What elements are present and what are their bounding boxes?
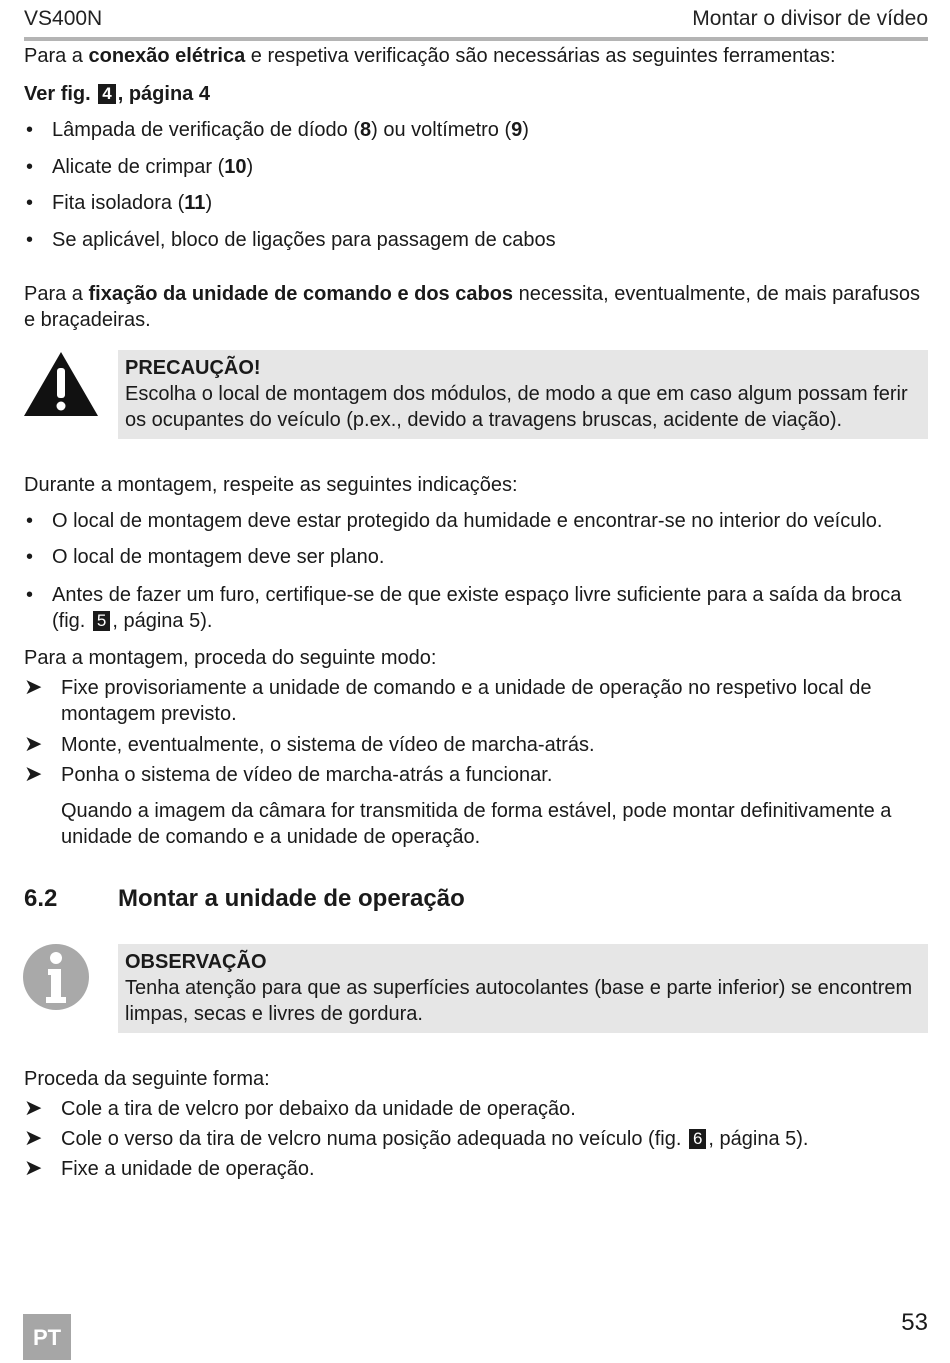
item-number: 9 bbox=[511, 119, 523, 141]
fixing-text-pre: Para a bbox=[24, 283, 89, 305]
list-item bbox=[24, 544, 928, 570]
bullet-icon: • bbox=[26, 510, 34, 532]
step-item bbox=[24, 1126, 928, 1152]
step-text: Ponha o sistema de vídeo de marcha-atrás a funcionar. bbox=[61, 764, 553, 786]
header-chapter-title: Montar o divisor de vídeo bbox=[692, 7, 928, 30]
list-item-text: O local de montagem deve estar protegido da humidade e encontrar-se no interior do veículo. bbox=[52, 510, 883, 532]
arrow-bullet-icon: ➤ bbox=[24, 1125, 43, 1150]
section-number: 6.2 bbox=[24, 885, 58, 912]
warning-triangle-icon bbox=[22, 350, 100, 418]
header-rule bbox=[24, 37, 928, 41]
arrow-bullet-icon: ➤ bbox=[24, 1095, 43, 1120]
list-item-text: , página 5). bbox=[112, 610, 213, 632]
list-item bbox=[24, 227, 928, 253]
arrow-bullet-icon: ➤ bbox=[24, 674, 43, 699]
ver-fig-post: , página 4 bbox=[117, 83, 210, 105]
step-item bbox=[24, 675, 928, 727]
bullet-icon: • bbox=[26, 119, 34, 141]
list-item-text: ) ou voltímetro ( bbox=[371, 119, 512, 141]
list-item bbox=[24, 508, 928, 534]
intro-text-bold: conexão elétrica bbox=[88, 45, 246, 67]
note-title: OBSERVAÇÃO bbox=[125, 951, 267, 973]
step-result: Quando a imagem da câmara for transmitida de forma estável, pode montar definitivamente a unidade de comando e a unidade de operação. bbox=[61, 800, 892, 848]
step-text: Monte, eventualmente, o sistema de vídeo de marcha-atrás. bbox=[61, 734, 595, 756]
note-box bbox=[118, 944, 928, 1033]
step-item bbox=[24, 732, 928, 758]
header-product-name: VS400N bbox=[24, 7, 103, 30]
list-item-text: ) bbox=[205, 192, 213, 214]
step-text: , página 5). bbox=[708, 1128, 809, 1150]
list-item-text: O local de montagem deve ser plano. bbox=[52, 546, 385, 568]
ver-fig-pre: Ver fig. bbox=[24, 83, 97, 105]
step-item bbox=[24, 762, 928, 788]
list-item-text: ) bbox=[246, 156, 254, 178]
list-item-text: Se aplicável, bloco de ligações para passagem de cabos bbox=[52, 229, 556, 251]
step-item bbox=[24, 1156, 928, 1182]
caution-box bbox=[118, 350, 928, 439]
step-item bbox=[24, 1096, 928, 1122]
figure-number-badge: 4 bbox=[98, 84, 115, 104]
bullet-icon: • bbox=[26, 192, 34, 214]
list-item-text: ) bbox=[522, 119, 529, 141]
arrow-bullet-icon: ➤ bbox=[24, 761, 43, 786]
proceed-intro: Proceda da seguinte forma: bbox=[24, 1068, 270, 1090]
caution-title: PRECAUÇÃO! bbox=[125, 357, 261, 379]
step-text: Cole o verso da tira de velcro numa posição adequada no veículo (fig. bbox=[61, 1128, 687, 1150]
step-text: Cole a tira de velcro por debaixo da unidade de operação. bbox=[61, 1098, 576, 1120]
intro-text-pre: Para a bbox=[24, 45, 89, 67]
arrow-bullet-icon: ➤ bbox=[24, 1155, 43, 1180]
bullet-icon: • bbox=[26, 229, 34, 251]
fixing-text-bold: fixação da unidade de comando e dos cabos bbox=[88, 283, 514, 305]
item-number: 11 bbox=[184, 192, 206, 214]
list-item bbox=[24, 117, 928, 143]
list-item bbox=[24, 582, 928, 634]
language-badge: PT bbox=[23, 1314, 71, 1360]
caution-text: Escolha o local de montagem dos módulos, de modo a que em caso algum possam ferir os ocupantes do veículo (p.ex., devido a travagens bruscas, acidente de viação). bbox=[125, 383, 908, 431]
fixing-paragraph bbox=[24, 281, 928, 333]
list-item-text: Antes de fazer um furo, certifique-se de que existe espaço livre suficiente para a saída da broca (fig. bbox=[52, 584, 902, 632]
arrow-bullet-icon: ➤ bbox=[24, 731, 43, 756]
list-item-text: Alicate de crimpar ( bbox=[52, 156, 225, 178]
mount-intro: Para a montagem, proceda do seguinte modo: bbox=[24, 647, 437, 669]
figure-number-badge: 5 bbox=[93, 611, 110, 631]
figure-number-badge: 6 bbox=[689, 1129, 706, 1149]
step-text: Fixe provisoriamente a unidade de comando e a unidade de operação no respetivo local de montagem previsto. bbox=[61, 677, 872, 725]
fixing-text-post: necessita, eventualmente, de mais parafusos e braçadeiras. bbox=[24, 283, 920, 331]
ver-fig-line bbox=[24, 81, 928, 107]
bullet-icon: • bbox=[26, 546, 34, 568]
item-number: 8 bbox=[359, 119, 372, 141]
indications-intro: Durante a montagem, respeite as seguintes indicações: bbox=[24, 474, 518, 496]
item-number: 10 bbox=[224, 156, 247, 178]
page-number: 53 bbox=[901, 1309, 928, 1336]
bullet-icon: • bbox=[26, 156, 34, 178]
info-icon bbox=[22, 943, 90, 1011]
step-text: Fixe a unidade de operação. bbox=[61, 1158, 315, 1180]
list-item-text: Lâmpada de verificação de díodo ( bbox=[52, 119, 360, 141]
section-title: Montar a unidade de operação bbox=[118, 885, 465, 912]
note-text: Tenha atenção para que as superfícies autocolantes (base e parte inferior) se encontrem limpas, secas e livres de gordura. bbox=[125, 977, 913, 1025]
list-item-text: Fita isoladora ( bbox=[52, 192, 185, 214]
intro-text-post: e respetiva verificação são necessárias as seguintes ferramentas: bbox=[245, 45, 836, 67]
list-item bbox=[24, 154, 928, 180]
intro-paragraph bbox=[24, 43, 928, 69]
list-item bbox=[24, 190, 928, 216]
bullet-icon: • bbox=[26, 584, 34, 606]
